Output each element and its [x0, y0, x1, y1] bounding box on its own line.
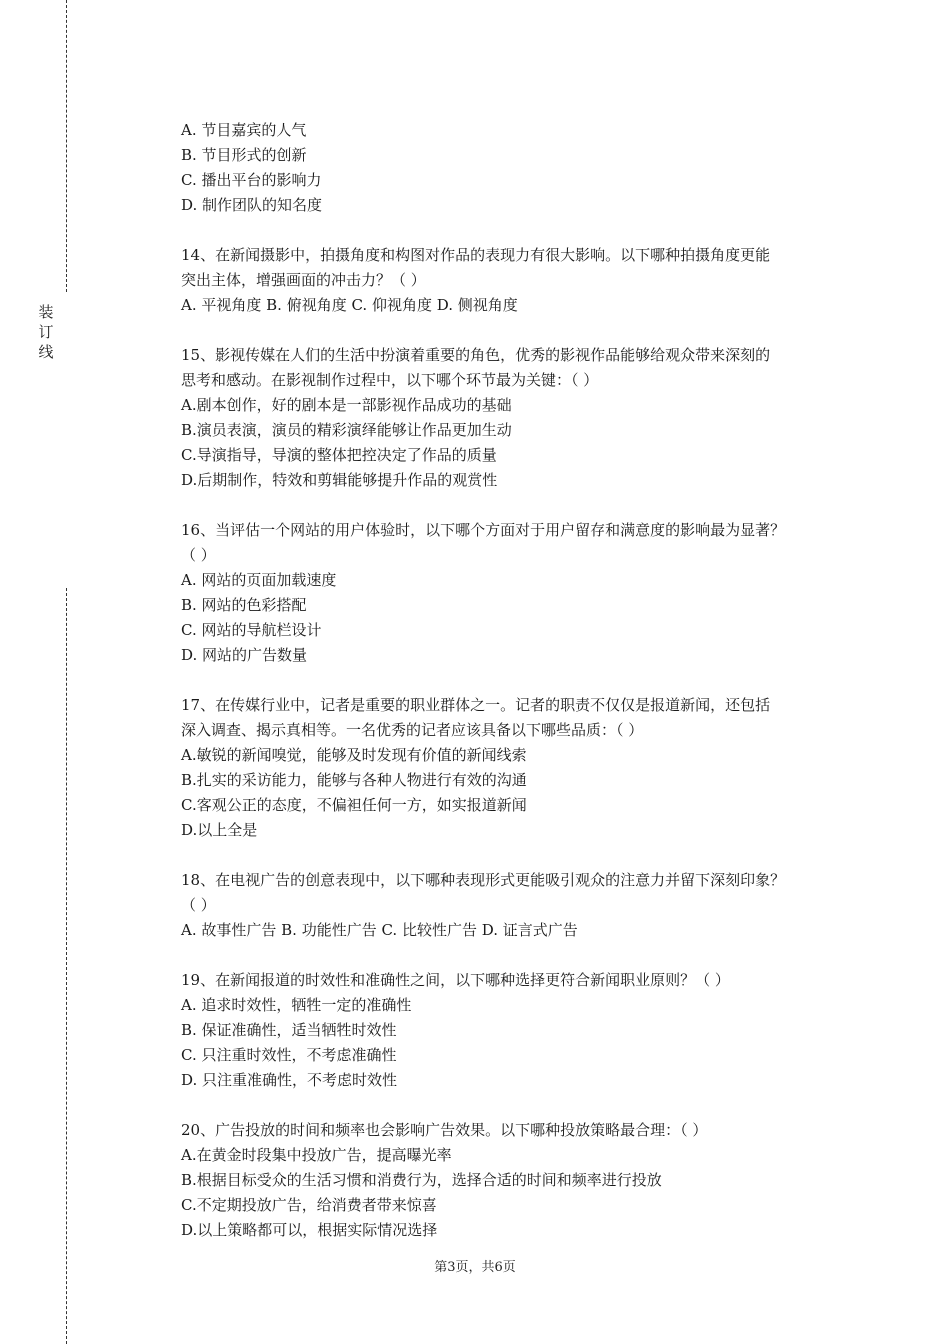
option: C. 只注重时效性，不考虑准确性	[181, 1046, 397, 1064]
question-16	[181, 518, 851, 668]
question-stem: 思考和感动。在影视制作过程中，以下哪个环节最为关键：（ ）	[181, 371, 599, 389]
question-15	[181, 343, 851, 493]
option: A. 平视角度 B. 俯视角度 C. 仰视角度 D. 侧视角度	[181, 296, 518, 314]
option: C. 网站的导航栏设计	[181, 621, 322, 639]
question-17	[181, 693, 851, 843]
binding-label	[36, 302, 56, 362]
page-number: 第3页，共6页	[434, 1260, 516, 1275]
option: A.剧本创作，好的剧本是一部影视作品成功的基础	[181, 396, 512, 414]
question-13-options	[181, 118, 851, 218]
question-stem: （ ）	[181, 546, 216, 564]
question-stem: 突出主体，增强画面的冲击力？（ ）	[181, 271, 426, 289]
option: B. 保证准确性，适当牺牲时效性	[181, 1021, 397, 1039]
binding-line-top	[66, 0, 67, 292]
option: C.客观公正的态度，不偏袒任何一方，如实报道新闻	[181, 796, 527, 814]
question-stem: 16、当评估一个网站的用户体验时，以下哪个方面对于用户留存和满意度的影响最为显著？	[181, 521, 786, 539]
option: D. 制作团队的知名度	[181, 196, 323, 214]
option: D. 只注重准确性，不考虑时效性	[181, 1071, 398, 1089]
option: B.演员表演，演员的精彩演绎能够让作品更加生动	[181, 421, 512, 439]
binding-char: 装	[38, 303, 54, 321]
question-19	[181, 968, 851, 1093]
question-stem: 20、广告投放的时间和频率也会影响广告效果。以下哪种投放策略最合理：（ ）	[181, 1121, 708, 1139]
question-stem: 19、在新闻报道的时效性和准确性之间，以下哪种选择更符合新闻职业原则？（ ）	[181, 971, 730, 989]
option: A.在黄金时段集中投放广告，提高曝光率	[181, 1146, 452, 1164]
option: A. 节目嘉宾的人气	[181, 121, 307, 139]
exam-content	[181, 118, 851, 1243]
option: B. 节目形式的创新	[181, 146, 307, 164]
option: A. 故事性广告 B. 功能性广告 C. 比较性广告 D. 证言式广告	[181, 921, 578, 939]
option: C. 播出平台的影响力	[181, 171, 322, 189]
question-stem: 14、在新闻摄影中，拍摄角度和构图对作品的表现力有很大影响。以下哪种拍摄角度更能	[181, 246, 771, 264]
option: B.扎实的采访能力，能够与各种人物进行有效的沟通	[181, 771, 527, 789]
question-stem: 17、在传媒行业中，记者是重要的职业群体之一。记者的职责不仅仅是报道新闻，还包括	[181, 696, 771, 714]
question-18	[181, 868, 851, 943]
option: A.敏锐的新闻嗅觉，能够及时发现有价值的新闻线索	[181, 746, 527, 764]
binding-char: 线	[38, 343, 54, 361]
option: D.以上全是	[181, 821, 258, 839]
binding-char: 订	[38, 323, 54, 341]
option: A. 追求时效性，牺牲一定的准确性	[181, 996, 412, 1014]
option: D.以上策略都可以，根据实际情况选择	[181, 1221, 438, 1239]
question-stem: 深入调查、揭示真相等。一名优秀的记者应该具备以下哪些品质：（ ）	[181, 721, 644, 739]
option: A. 网站的页面加载速度	[181, 571, 337, 589]
binding-line-bottom	[66, 588, 67, 1344]
question-stem: 15、影视传媒在人们的生活中扮演着重要的角色，优秀的影视作品能够给观众带来深刻的	[181, 346, 771, 364]
option: B.根据目标受众的生活习惯和消费行为，选择合适的时间和频率进行投放	[181, 1171, 662, 1189]
option: B. 网站的色彩搭配	[181, 596, 307, 614]
question-stem: 18、在电视广告的创意表现中，以下哪种表现形式更能吸引观众的注意力并留下深刻印象？	[181, 871, 786, 889]
option: C.不定期投放广告，给消费者带来惊喜	[181, 1196, 437, 1214]
option: D. 网站的广告数量	[181, 646, 308, 664]
question-14	[181, 243, 851, 318]
question-20	[181, 1118, 851, 1243]
question-stem: （ ）	[181, 896, 216, 914]
option: C.导演指导，导演的整体把控决定了作品的质量	[181, 446, 497, 464]
option: D.后期制作，特效和剪辑能够提升作品的观赏性	[181, 471, 498, 489]
